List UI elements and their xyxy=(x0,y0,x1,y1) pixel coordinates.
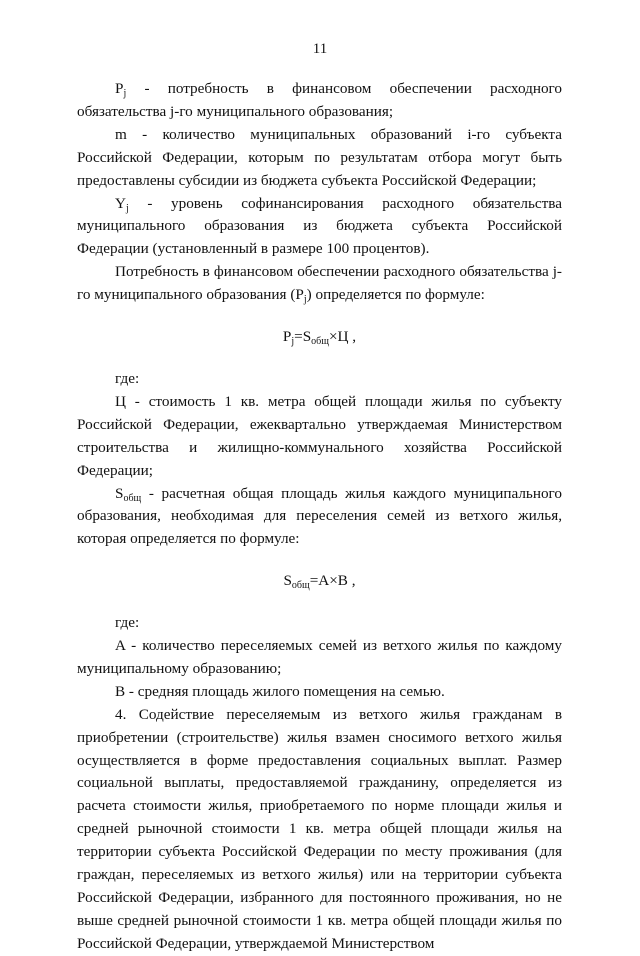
need-intro-text: Потребность в финансовом обеспечении расходного обязательства j-го муниципального образования (P xyxy=(77,263,562,304)
paragraph-a-definition: A - количество переселяемых семей из ветхого жилья по каждому муниципальному образованию; xyxy=(77,637,562,677)
page-number: 11 xyxy=(312,41,328,57)
paragraph-b-definition: B - средняя площадь жилого помещения на семью. xyxy=(115,682,445,700)
symbol-s: S xyxy=(115,484,124,502)
formula-s: =S xyxy=(294,328,312,346)
subscript-obshch: общ xyxy=(311,336,329,348)
subscript-j: j xyxy=(303,294,307,306)
p-definition-text: - потребность в финансовом обеспечении расходного обязательства j-го муниципального образования; xyxy=(77,80,562,120)
y-definition-text: - уровень софинансирования расходного обязательства муниципального образования из бюджета субъекта Российской Федерации (установленный в размере 100 процентов). xyxy=(77,194,562,258)
paragraph-y-definition xyxy=(77,193,562,262)
symbol-p: P xyxy=(115,80,124,97)
paragraph-c-definition: Ц - стоимость 1 кв. метра общей площади жилья по субъекту Российской Федерации, ежеквартально утверждаемая Министерством строительства и жилищно-коммунального хозяйства Российской Федерации; xyxy=(77,392,562,479)
subscript-j: j xyxy=(125,202,129,214)
symbol-y: Y xyxy=(115,194,126,212)
paragraph-p-definition xyxy=(77,78,562,124)
where-label: где: xyxy=(115,614,140,632)
paragraph-m-definition: m - количество муниципальных образований i-го субъекта Российской Федерации, которым по результатам отбора могут быть предоставлены субсидии из бюджета субъекта Российской Федерации; xyxy=(77,125,562,189)
formula-area xyxy=(77,570,562,593)
paragraph-item-4: 4. Содействие переселяемым из ветхого жилья гражданам в приобретении (строительстве) жилья взамен сносимого ветхого жилья осуществляется в форме предоставления социальных выплат. Размер социальной выплаты, предоставляемой гражданину, определяется из расчета стоимости жилья, приобретаемого по норме площади жилья и средней рыночной стоимости 1 кв. метра общей площади жилья на территории субъекта Российской Федерации по месту проживания (для граждан, переселяемых из ветхого жилья) или на территории субъекта Российской Федерации, избранного для постоянного проживания, но не выше средней рыночной стоимости 1 кв. метра общей площади жилья по Российской Федерации, утверждаемой Министерством xyxy=(77,705,562,952)
formula-p: P xyxy=(282,328,292,346)
paragraph-s-definition xyxy=(77,483,562,552)
s-definition-text: - расчетная общая площадь жилья каждого муниципального образования, необходимая для переселения семей из ветхого жилья, которая определяется по формуле: xyxy=(77,484,562,548)
where-label: где: xyxy=(115,369,140,387)
subscript-obshch: общ xyxy=(123,492,142,504)
subscript-j: j xyxy=(291,336,295,348)
need-intro-end: ) определяется по формуле: xyxy=(306,286,485,304)
formula-s: S xyxy=(283,572,292,590)
subscript-obshch: общ xyxy=(291,580,310,592)
formula-ab: =A×B , xyxy=(309,572,356,590)
formula-c: ×Ц , xyxy=(328,328,357,346)
paragraph-need-intro xyxy=(77,261,562,307)
formula-need xyxy=(77,326,562,349)
subscript-j: j xyxy=(123,88,127,99)
document-body xyxy=(77,78,562,956)
